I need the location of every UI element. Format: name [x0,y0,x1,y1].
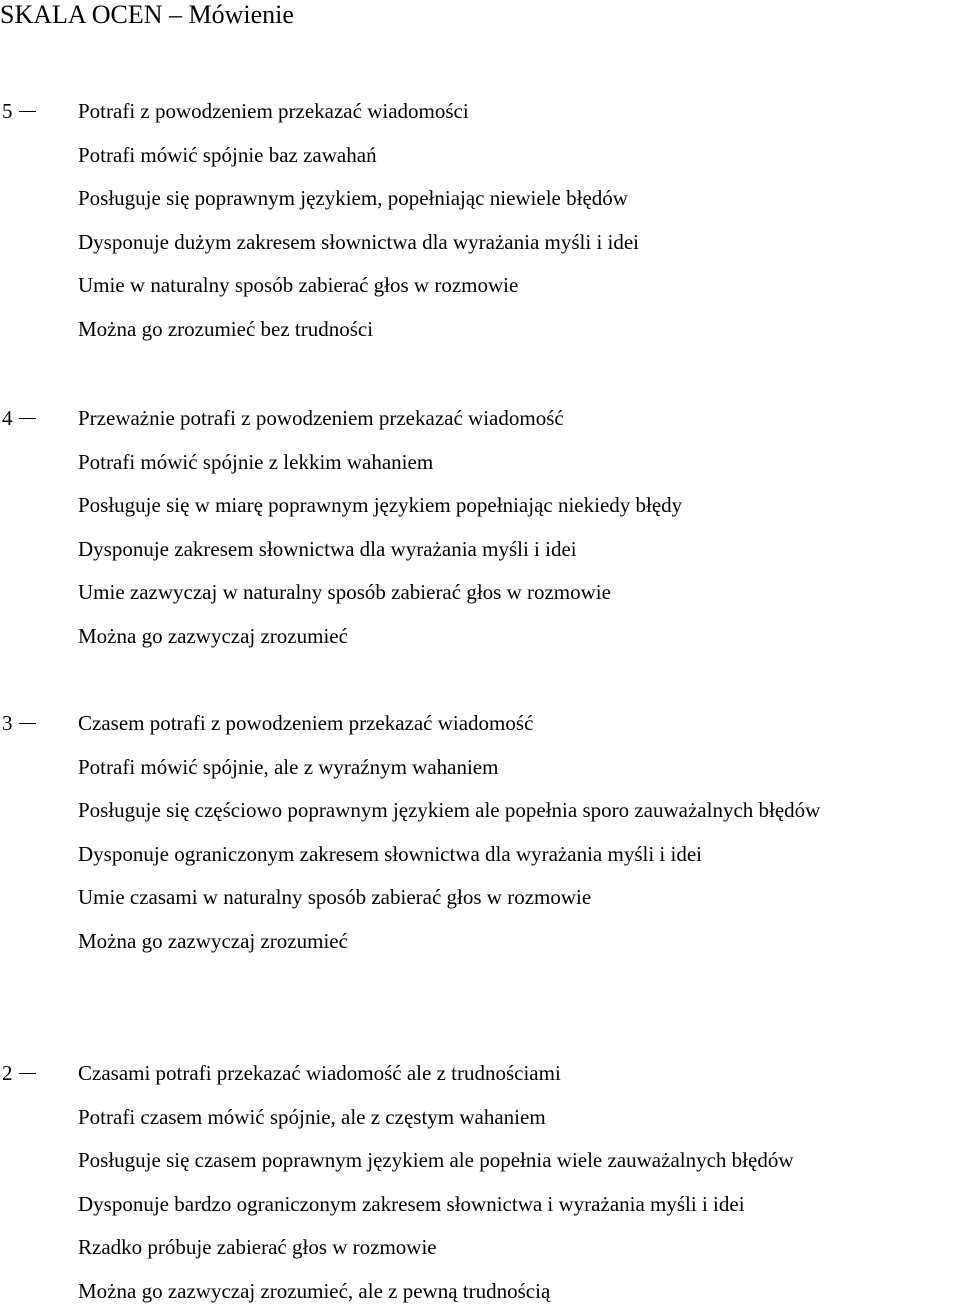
descriptor: Umie w naturalny sposób zabierać głos w rozmowie [78,264,958,308]
descriptor-list [78,397,958,658]
descriptor: Posługuje się czasem poprawnym językiem ale popełnia wiele zauważalnych błędów [78,1139,958,1183]
descriptor: Czasami potrafi przekazać wiadomość ale z trudnościami [78,1052,958,1096]
grade-dash [19,723,36,724]
descriptor: Posługuje się poprawnym językiem, popełniając niewiele błędów [78,177,958,221]
grade-dash [19,418,36,419]
descriptor: Dysponuje dużym zakresem słownictwa dla wyrażania myśli i idei [78,221,958,265]
descriptor: Dysponuje ograniczonym zakresem słownictwa dla wyrażania myśli i idei [78,833,958,877]
grade-dash [19,1073,36,1074]
descriptor: Można go zazwyczaj zrozumieć [78,920,958,964]
descriptor: Dysponuje zakresem słownictwa dla wyrażania myśli i idei [78,528,958,572]
grade-number: 5 [2,90,13,134]
grade-number: 4 [2,397,13,441]
descriptor: Potrafi mówić spójnie baz zawahań [78,134,958,178]
descriptor: Posługuje się w miarę poprawnym językiem popełniając niekiedy błędy [78,484,958,528]
descriptor: Można go zazwyczaj zrozumieć, ale z pewną trudnością [78,1270,958,1313]
descriptor: Potrafi mówić spójnie, ale z wyraźnym wahaniem [78,746,958,790]
descriptor: Przeważnie potrafi z powodzeniem przekazać wiadomość [78,397,958,441]
descriptor-list [78,90,958,351]
grade-number: 2 [2,1052,13,1096]
descriptor: Umie zazwyczaj w naturalny sposób zabierać głos w rozmowie [78,571,958,615]
descriptor: Potrafi z powodzeniem przekazać wiadomości [78,90,958,134]
descriptor: Posługuje się częściowo poprawnym językiem ale popełnia sporo zauważalnych błędów [78,789,958,833]
descriptor: Umie czasami w naturalny sposób zabierać głos w rozmowie [78,876,958,920]
descriptor: Czasem potrafi z powodzeniem przekazać wiadomość [78,702,958,746]
descriptor: Można go zazwyczaj zrozumieć [78,615,958,659]
descriptor: Rzadko próbuje zabierać głos w rozmowie [78,1226,958,1270]
descriptor: Można go zrozumieć bez trudności [78,308,958,352]
grade-number: 3 [2,702,13,746]
descriptor: Dysponuje bardzo ograniczonym zakresem słownictwa i wyrażania myśli i idei [78,1183,958,1227]
grade-dash [19,111,36,112]
descriptor-list [78,702,958,963]
descriptor-list [78,1052,958,1313]
descriptor: Potrafi czasem mówić spójnie, ale z częstym wahaniem [78,1096,958,1140]
descriptor: Potrafi mówić spójnie z lekkim wahaniem [78,441,958,485]
page-title: SKALA OCEN – Mówienie [0,0,294,31]
